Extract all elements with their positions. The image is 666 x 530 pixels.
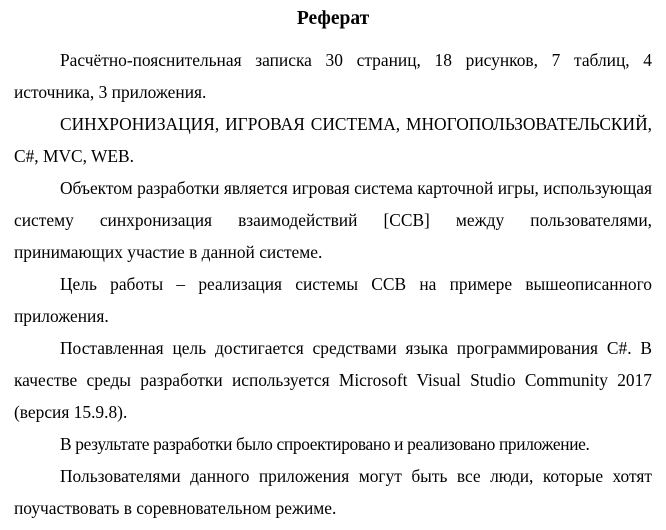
paragraph-object: Объектом разработки является игровая система карточной игры, использующая систему синхронизация взаимодействий [ССВ] между пользователями, принимающих участие в данной системе. [14,178,652,262]
paragraph-keywords: СИНХРОНИЗАЦИЯ, ИГРОВАЯ СИСТЕМА, МНОГОПОЛЬЗОВАТЕЛЬСКИЙ, C#, MVC, WEB. [14,114,652,166]
paragraph-users: Пользователями данного приложения могут быть все люди, которые хотят поучаствовать в соревновательном режиме. [14,466,652,518]
document-title: Реферат [296,8,370,29]
paragraph-tools: Поставленная цель достигается средствами языка программирования C#. В качестве среды разработки используется Microsoft Visual Studio Community 2017 (версия 15.9.8). [14,338,652,422]
paragraph-summary: Расчётно-пояснительная записка 30 страниц, 18 рисунков, 7 таблиц, 4 источника, 3 приложения. [14,50,652,102]
paragraph-result: В результате разработки было спроектировано и реализовано приложение. [60,434,590,454]
paragraph-goal: Цель работы – реализация системы ССВ на примере вышеописанного приложения. [14,274,652,326]
document-page [14,0,652,524]
